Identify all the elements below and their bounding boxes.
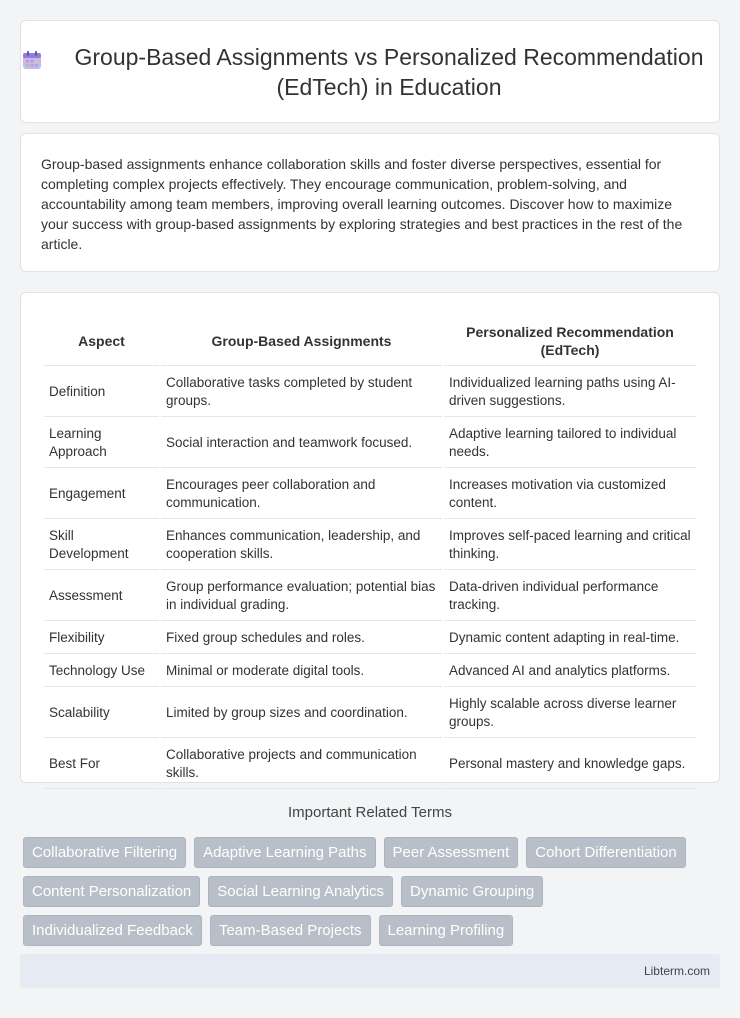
table-row bbox=[44, 521, 696, 570]
row-group-value: Collaborative tasks completed by student groups. bbox=[161, 368, 442, 417]
related-terms-tags bbox=[20, 837, 720, 946]
tag-cohort-differentiation[interactable]: Cohort Differentiation bbox=[526, 837, 685, 868]
table-row bbox=[44, 656, 696, 687]
tag-social-learning-analytics[interactable]: Social Learning Analytics bbox=[208, 876, 393, 907]
tag-individualized-feedback[interactable]: Individualized Feedback bbox=[23, 915, 202, 946]
comparison-card bbox=[20, 292, 720, 783]
row-aspect: Flexibility bbox=[44, 623, 159, 654]
title-wrap bbox=[21, 42, 719, 102]
footer-site-link[interactable]: Libterm.com bbox=[643, 964, 710, 978]
row-aspect: Best For bbox=[44, 740, 159, 789]
page-title: Group-Based Assignments vs Personalized Recommendation (EdTech) in Education bbox=[74, 43, 704, 100]
row-group-value: Group performance evaluation; potential bias in individual grading. bbox=[161, 572, 442, 621]
row-personalized-value: Data-driven individual performance tracking. bbox=[444, 572, 696, 621]
row-group-value: Encourages peer collaboration and communication. bbox=[161, 470, 442, 519]
row-group-value: Limited by group sizes and coordination. bbox=[161, 689, 442, 738]
header-card bbox=[20, 20, 720, 123]
table-row bbox=[44, 572, 696, 621]
header-group-based: Group-Based Assignments bbox=[161, 316, 442, 366]
row-personalized-value: Improves self-paced learning and critical thinking. bbox=[444, 521, 696, 570]
row-aspect: Assessment bbox=[44, 572, 159, 621]
intro-paragraph: Group-based assignments enhance collaboration skills and foster diverse perspectives, essential for completing complex projects effectively. They encourage communication, problem-solving, and accountability among team members, improving overall learning outcomes. Discover how to maximize your success with group-based assignments by exploring strategies and best practices in the rest of the article. bbox=[41, 156, 683, 252]
row-aspect: Scalability bbox=[44, 689, 159, 738]
row-aspect: Engagement bbox=[44, 470, 159, 519]
row-aspect: Technology Use bbox=[44, 656, 159, 687]
row-aspect: Skill Development bbox=[44, 521, 159, 570]
intro-card bbox=[20, 133, 720, 272]
row-personalized-value: Increases motivation via customized content. bbox=[444, 470, 696, 519]
row-personalized-value: Advanced AI and analytics platforms. bbox=[444, 656, 696, 687]
table-row bbox=[44, 368, 696, 417]
row-group-value: Collaborative projects and communication skills. bbox=[161, 740, 442, 789]
tag-dynamic-grouping[interactable]: Dynamic Grouping bbox=[401, 876, 543, 907]
tag-content-personalization[interactable]: Content Personalization bbox=[23, 876, 200, 907]
table-row bbox=[44, 419, 696, 468]
row-personalized-value: Highly scalable across diverse learner groups. bbox=[444, 689, 696, 738]
row-personalized-value: Adaptive learning tailored to individual needs. bbox=[444, 419, 696, 468]
header-personalized: Personalized Recommendation (EdTech) bbox=[444, 316, 696, 366]
tag-learning-profiling[interactable]: Learning Profiling bbox=[379, 915, 514, 946]
related-terms-section bbox=[20, 803, 720, 946]
row-personalized-value: Personal mastery and knowledge gaps. bbox=[444, 740, 696, 789]
row-aspect: Learning Approach bbox=[44, 419, 159, 468]
tag-team-based-projects[interactable]: Team-Based Projects bbox=[210, 915, 371, 946]
row-personalized-value: Dynamic content adapting in real-time. bbox=[444, 623, 696, 654]
table-row bbox=[44, 623, 696, 654]
footer bbox=[20, 954, 720, 988]
related-terms-title: Important Related Terms bbox=[288, 804, 452, 821]
row-group-value: Enhances communication, leadership, and cooperation skills. bbox=[161, 521, 442, 570]
tag-peer-assessment[interactable]: Peer Assessment bbox=[384, 837, 519, 868]
table-header-row bbox=[44, 316, 696, 366]
header-aspect: Aspect bbox=[44, 316, 159, 366]
row-group-value: Social interaction and teamwork focused. bbox=[161, 419, 442, 468]
calendar-icon bbox=[21, 49, 43, 71]
row-group-value: Minimal or moderate digital tools. bbox=[161, 656, 442, 687]
table-row bbox=[44, 689, 696, 738]
table-row bbox=[44, 740, 696, 789]
comparison-table bbox=[42, 314, 698, 791]
row-aspect: Definition bbox=[44, 368, 159, 417]
row-personalized-value: Individualized learning paths using AI-driven suggestions. bbox=[444, 368, 696, 417]
tag-adaptive-learning-paths[interactable]: Adaptive Learning Paths bbox=[194, 837, 375, 868]
row-group-value: Fixed group schedules and roles. bbox=[161, 623, 442, 654]
table-row bbox=[44, 470, 696, 519]
tag-collaborative-filtering[interactable]: Collaborative Filtering bbox=[23, 837, 186, 868]
